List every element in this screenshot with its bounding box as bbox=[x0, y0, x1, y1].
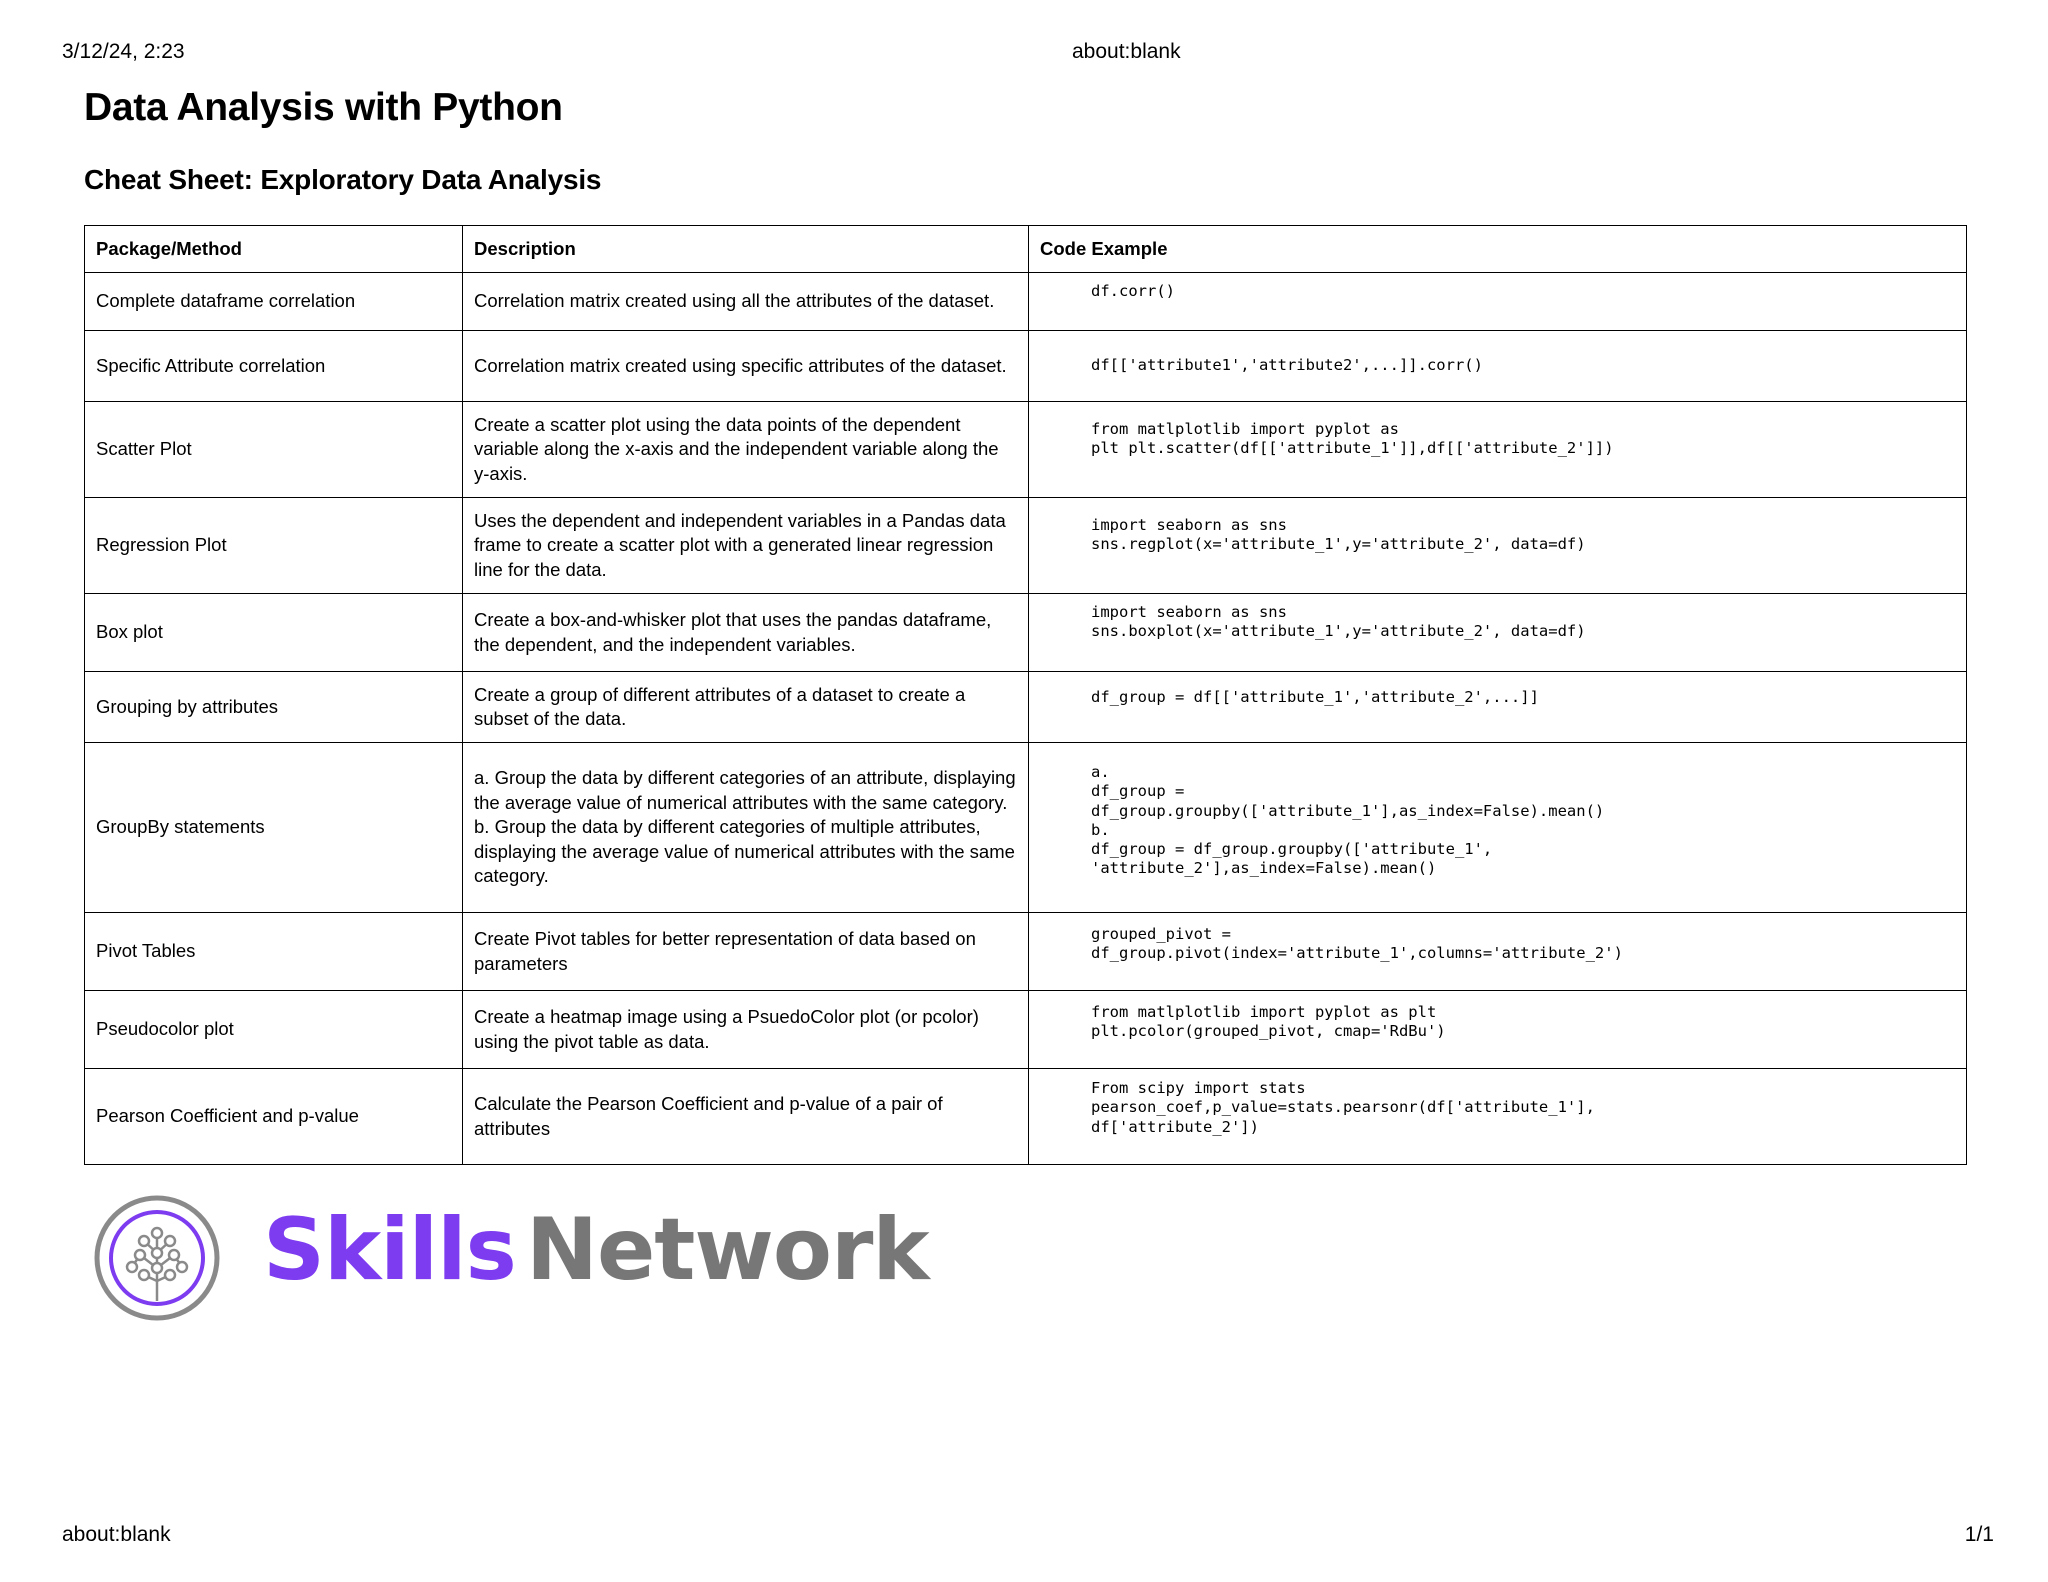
column-header-code: Code Example bbox=[1029, 226, 1967, 273]
code-cell bbox=[1029, 402, 1967, 498]
print-header-url: about:blank bbox=[1072, 40, 1181, 63]
print-footer-url: about:blank bbox=[62, 1523, 171, 1546]
method-cell: Pearson Coefficient and p-value bbox=[85, 1069, 463, 1165]
code-example: import seaborn as sns sns.boxplot(x='attribute_1',y='attribute_2', data=df) bbox=[1091, 603, 1586, 641]
tree-network-icon bbox=[92, 1193, 222, 1323]
method-cell: Box plot bbox=[85, 594, 463, 672]
method-cell: Scatter Plot bbox=[85, 402, 463, 498]
description-cell: a. Group the data by different categories of an attribute, displaying the average value of numerical attributes with the same category. b. Group the data by different categories of multiple attributes, displaying the average value of numerical attributes with the same category. bbox=[463, 743, 1029, 913]
code-cell bbox=[1029, 743, 1967, 913]
table-row bbox=[85, 991, 1967, 1069]
logo-text-skills: Skills bbox=[263, 1200, 516, 1300]
code-cell bbox=[1029, 913, 1967, 991]
table-row bbox=[85, 1069, 1967, 1165]
method-cell: Specific Attribute correlation bbox=[85, 331, 463, 402]
document-title: Data Analysis with Python bbox=[84, 86, 563, 129]
logo-text-network: Network bbox=[526, 1200, 929, 1300]
method-cell: Pseudocolor plot bbox=[85, 991, 463, 1069]
description-cell: Create a scatter plot using the data points of the dependent variable along the x-axis and the independent variable along the y-axis. bbox=[463, 402, 1029, 498]
code-example: from matlplotlib import pyplot as plt plt.scatter(df[['attribute_1']],df[['attribute_2']]) bbox=[1091, 420, 1614, 458]
description-cell: Correlation matrix created using specific attributes of the dataset. bbox=[463, 331, 1029, 402]
table-row bbox=[85, 913, 1967, 991]
table-row bbox=[85, 331, 1967, 402]
description-cell: Create a box-and-whisker plot that uses the pandas dataframe, the dependent, and the independent variables. bbox=[463, 594, 1029, 672]
description-cell: Create Pivot tables for better representation of data based on parameters bbox=[463, 913, 1029, 991]
code-cell bbox=[1029, 1069, 1967, 1165]
table-row bbox=[85, 498, 1967, 594]
table-row bbox=[85, 594, 1967, 672]
code-example: df.corr() bbox=[1091, 282, 1175, 300]
description-cell: Correlation matrix created using all the attributes of the dataset. bbox=[463, 273, 1029, 331]
method-cell: Regression Plot bbox=[85, 498, 463, 594]
method-cell: Pivot Tables bbox=[85, 913, 463, 991]
code-example: From scipy import stats pearson_coef,p_value=stats.pearsonr(df['attribute_1'], df['attribute_2']) bbox=[1091, 1079, 1595, 1136]
code-example: a. df_group = df_group.groupby(['attribute_1'],as_index=False).mean() b. df_group = df_group.groupby(['attribute_1', 'attribute_2'],as_index=False).mean() bbox=[1091, 763, 1605, 878]
table-row bbox=[85, 273, 1967, 331]
code-example: df_group = df[['attribute_1','attribute_2',...]] bbox=[1091, 688, 1539, 706]
column-header-method: Package/Method bbox=[85, 226, 463, 273]
code-cell bbox=[1029, 991, 1967, 1069]
table-header-row bbox=[85, 226, 1967, 273]
table-row bbox=[85, 402, 1967, 498]
description-cell: Create a heatmap image using a PsuedoColor plot (or pcolor) using the pivot table as data. bbox=[463, 991, 1029, 1069]
code-example: df[['attribute1','attribute2',...]].corr() bbox=[1091, 356, 1483, 375]
code-example: grouped_pivot = df_group.pivot(index='attribute_1',columns='attribute_2') bbox=[1091, 925, 1623, 963]
method-cell: Complete dataframe correlation bbox=[85, 273, 463, 331]
table-row bbox=[85, 743, 1967, 913]
code-cell bbox=[1029, 498, 1967, 594]
method-cell: Grouping by attributes bbox=[85, 672, 463, 743]
description-cell: Calculate the Pearson Coefficient and p-value of a pair of attributes bbox=[463, 1069, 1029, 1165]
code-cell bbox=[1029, 331, 1967, 402]
code-example: import seaborn as sns sns.regplot(x='attribute_1',y='attribute_2', data=df) bbox=[1091, 516, 1586, 554]
code-cell bbox=[1029, 672, 1967, 743]
cheat-sheet-table bbox=[84, 225, 1967, 1165]
column-header-description: Description bbox=[463, 226, 1029, 273]
method-cell: GroupBy statements bbox=[85, 743, 463, 913]
code-example: from matlplotlib import pyplot as plt plt.pcolor(grouped_pivot, cmap='RdBu') bbox=[1091, 1003, 1446, 1041]
description-cell: Uses the dependent and independent variables in a Pandas data frame to create a scatter plot with a generated linear regression line for the data. bbox=[463, 498, 1029, 594]
print-datetime: 3/12/24, 2:23 bbox=[62, 40, 185, 63]
description-cell: Create a group of different attributes of a dataset to create a subset of the data. bbox=[463, 672, 1029, 743]
table-row bbox=[85, 672, 1967, 743]
document-subtitle: Cheat Sheet: Exploratory Data Analysis bbox=[84, 164, 602, 195]
page-number: 1/1 bbox=[1964, 1523, 1994, 1546]
code-cell bbox=[1029, 594, 1967, 672]
code-cell bbox=[1029, 273, 1967, 331]
